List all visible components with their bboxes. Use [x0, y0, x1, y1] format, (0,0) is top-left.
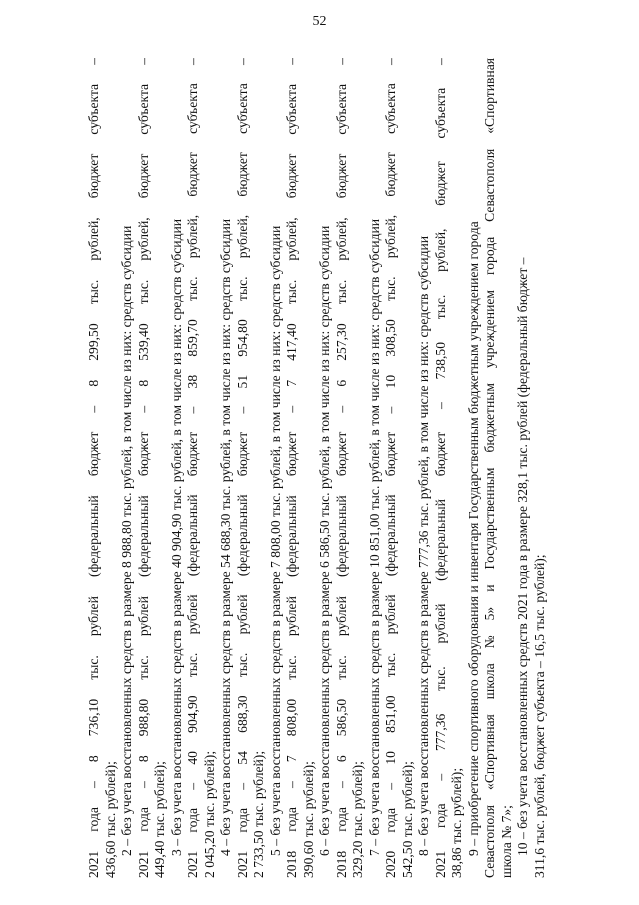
word: – — [333, 405, 349, 413]
word: Севастополя — [482, 148, 497, 222]
text-line: 449,40 тыс. рублей); — [152, 761, 167, 878]
word: бюджет — [383, 431, 398, 477]
word: – — [284, 58, 299, 65]
word: «Спортивная — [482, 714, 497, 790]
text-line — [334, 58, 351, 878]
word: – — [135, 781, 151, 788]
text-line: 329,20 тыс. рублей); — [350, 761, 365, 878]
word: рублей, — [284, 217, 299, 261]
word: тыс. — [185, 652, 200, 678]
text-line: 38,86 тыс. рублей); — [449, 767, 464, 878]
text-line: 542,50 тыс. рублей); — [399, 761, 415, 878]
word: (федеральный — [86, 495, 101, 578]
text-line: 8 – без учета восстановленных средств в размере 777,36 тыс. рублей, в том числе из них: средств субсидии — [416, 235, 431, 856]
word: бюджет — [135, 153, 151, 199]
word: – — [234, 406, 250, 414]
word: 299,50 — [86, 323, 101, 361]
word: города — [482, 236, 497, 276]
word: рублей — [432, 603, 448, 644]
text-line: школа № 7»; — [498, 805, 514, 878]
word: 8 — [86, 755, 101, 763]
word: субъекта — [333, 83, 349, 135]
text-line: 6 – без учета восстановленных средств в размере 6 586,50 тыс. рублей, в том числе из них: средств субсидии — [317, 225, 332, 856]
word: – — [86, 58, 101, 65]
text-line: 3 – без учета восстановленных средств в размере 40 904,90 тыс. рублей, в том числе из них: средств субсидии — [168, 218, 184, 856]
word: – — [333, 781, 349, 788]
word: года — [383, 807, 398, 833]
text-line: 390,60 тыс. рублей); — [300, 761, 316, 878]
word: года — [185, 807, 200, 833]
word: – — [86, 405, 101, 413]
word: 2020 — [383, 850, 398, 878]
word: (федеральный — [333, 495, 349, 578]
word: тыс. — [284, 655, 299, 680]
text-line — [284, 58, 301, 878]
word: рублей, — [185, 214, 200, 259]
word: субъекта — [432, 87, 448, 139]
word: – — [86, 781, 101, 788]
word: бюджет — [86, 431, 101, 477]
word: субъекта — [86, 83, 101, 135]
word: (федеральный — [185, 494, 200, 577]
word: тыс. — [234, 276, 250, 301]
text-line — [185, 58, 202, 878]
word: тыс. — [333, 279, 349, 305]
word: бюджет — [185, 152, 200, 197]
word: тыс. — [383, 652, 398, 678]
text-line: 2 – без учета восстановленных средств в размере 8 988,80 тыс. рублей, в том числе из них: средств субсидии — [119, 225, 134, 856]
text-line — [433, 58, 450, 878]
word: бюджет — [135, 431, 151, 477]
word: года — [333, 807, 349, 832]
word: бюджет — [333, 153, 349, 199]
word: года — [284, 807, 299, 832]
word: 38 — [185, 374, 200, 389]
word: 40 — [185, 751, 200, 765]
word: тыс. — [135, 279, 151, 305]
word: – — [432, 58, 448, 65]
word: – — [185, 406, 200, 414]
word: (федеральный — [234, 494, 250, 577]
word: 736,10 — [86, 698, 101, 737]
word: – — [234, 782, 250, 790]
word: – — [135, 405, 151, 413]
word: рублей, — [135, 217, 151, 261]
word: 586,50 — [333, 698, 349, 737]
text-line: 9 – приобретение спортивного оборудования и инвентаря Государственным бюджетным учреждением города — [465, 221, 481, 856]
word: – — [383, 58, 398, 65]
word: тыс. — [432, 666, 448, 691]
word: субъекта — [135, 83, 151, 135]
word: бюджет — [284, 431, 299, 477]
text-line: 436,60 тыс. рублей); — [102, 761, 118, 878]
text-line: 10 – без учета восстановленных средств 2021 года в размере 328,1 тыс. рублей (федеральный бюджет – — [515, 257, 530, 856]
word: 777,36 — [432, 713, 448, 752]
word: 851,00 — [383, 695, 398, 733]
word: рублей — [234, 594, 250, 635]
word: 54 — [234, 751, 250, 765]
word: года — [234, 807, 250, 833]
word: – — [383, 782, 398, 790]
word: 2021 — [432, 850, 448, 878]
word: (федеральный — [432, 499, 448, 581]
text-line: 311,6 тыс. рублей, бюджет субъекта – 16,5 тыс. рублей); — [531, 554, 547, 878]
word: бюджет — [284, 153, 299, 199]
word: 257,30 — [333, 323, 349, 361]
word: рублей — [135, 596, 151, 637]
word: тыс. — [86, 655, 101, 680]
footnotes-body — [86, 58, 561, 878]
word: 8 — [86, 379, 101, 387]
word: бюджет — [234, 152, 250, 197]
text-line — [235, 58, 252, 878]
word: и — [482, 584, 497, 592]
word: – — [284, 781, 299, 788]
text-line: 7 – без учета восстановленных средств в размере 10 851,00 тыс. рублей, в том числе из них: средств субсидии — [366, 218, 382, 856]
word: рублей, — [234, 214, 250, 259]
word: бюджет — [383, 152, 398, 197]
word: 688,30 — [234, 695, 250, 733]
word: рублей, — [86, 217, 101, 261]
word: – — [135, 58, 151, 65]
word: 904,90 — [185, 695, 200, 733]
word: тыс. — [383, 276, 398, 301]
word: бюджет — [432, 431, 448, 477]
word: 417,40 — [284, 323, 299, 361]
text-line: 2 733,50 тыс. рублей); — [251, 750, 266, 878]
word: учреждением — [482, 290, 497, 369]
word: – — [284, 405, 299, 413]
text-line — [86, 58, 103, 878]
word: рублей — [383, 594, 398, 635]
word: 51 — [234, 374, 250, 389]
word: 8 — [135, 755, 151, 763]
word: – — [432, 773, 448, 781]
word: 7 — [284, 379, 299, 387]
word: субъекта — [234, 83, 250, 134]
word: 6 — [333, 379, 349, 387]
rotated-text-block — [86, 58, 561, 878]
word: 539,40 — [135, 323, 151, 361]
word: 7 — [284, 755, 299, 763]
word: 859,70 — [185, 319, 200, 357]
word: – — [185, 58, 200, 65]
word: рублей — [333, 596, 349, 637]
text-line — [383, 58, 400, 878]
word: рублей — [185, 594, 200, 635]
word: 2021 — [234, 850, 250, 878]
word: 2021 — [185, 850, 200, 878]
word: 988,80 — [135, 698, 151, 737]
word: № — [482, 635, 497, 649]
word: тыс. — [284, 279, 299, 305]
word: рублей, — [333, 217, 349, 261]
word: – — [333, 58, 349, 65]
word: 308,50 — [383, 319, 398, 357]
word: Севастополя — [482, 804, 497, 878]
word: школа — [482, 663, 497, 700]
word: 10 — [383, 374, 398, 389]
text-line — [482, 58, 499, 878]
text-line: 5 – без учета восстановленных средств в размере 7 808,00 тыс. рублей, в том числе из них: средств субсидии — [267, 225, 283, 856]
word: – — [432, 402, 448, 409]
word: 8 — [135, 379, 151, 387]
word: рублей — [284, 596, 299, 637]
word: – — [234, 58, 250, 65]
word: бюджет — [185, 431, 200, 477]
text-line — [136, 58, 153, 878]
word: тыс. — [185, 276, 200, 301]
word: 5» — [482, 606, 497, 621]
word: 10 — [383, 751, 398, 765]
word: бюджетным — [482, 383, 497, 453]
word: бюджет — [333, 431, 349, 477]
word: рублей, — [383, 214, 398, 259]
word: – — [185, 782, 200, 790]
word: тыс. — [333, 655, 349, 680]
word: бюджет — [234, 431, 250, 477]
word: 954,80 — [234, 319, 250, 357]
word: субъекта — [185, 83, 200, 134]
page-number: 52 — [312, 14, 327, 29]
word: (федеральный — [135, 495, 151, 578]
word: года — [86, 807, 101, 832]
text-line: 4 – без учета восстановленных средств в размере 54 688,30 тыс. рублей, в том числе из них: средств субсидии — [218, 218, 233, 856]
word: субъекта — [383, 83, 398, 134]
word: (федеральный — [383, 494, 398, 577]
word: – — [383, 406, 398, 414]
word: субъекта — [284, 83, 299, 135]
word: Государственным — [482, 467, 497, 570]
word: года — [135, 807, 151, 832]
word: 2018 — [333, 850, 349, 878]
word: тыс. — [86, 279, 101, 305]
word: тыс. — [432, 294, 448, 320]
word: тыс. — [135, 655, 151, 680]
text-line: 2 045,20 тыс. рублей); — [201, 750, 217, 878]
word: 2021 — [135, 850, 151, 878]
word: года — [432, 803, 448, 829]
word: тыс. — [234, 652, 250, 678]
word: рублей, — [432, 228, 448, 272]
word: 2021 — [86, 850, 101, 878]
word: рублей — [86, 596, 101, 637]
word: бюджет — [432, 161, 448, 206]
word: 808,00 — [284, 698, 299, 737]
word: бюджет — [86, 153, 101, 199]
word: 738,50 — [432, 341, 448, 380]
word: «Спортивная — [482, 58, 497, 134]
word: (федеральный — [284, 495, 299, 578]
word: 2018 — [284, 850, 299, 878]
word: 6 — [333, 755, 349, 763]
